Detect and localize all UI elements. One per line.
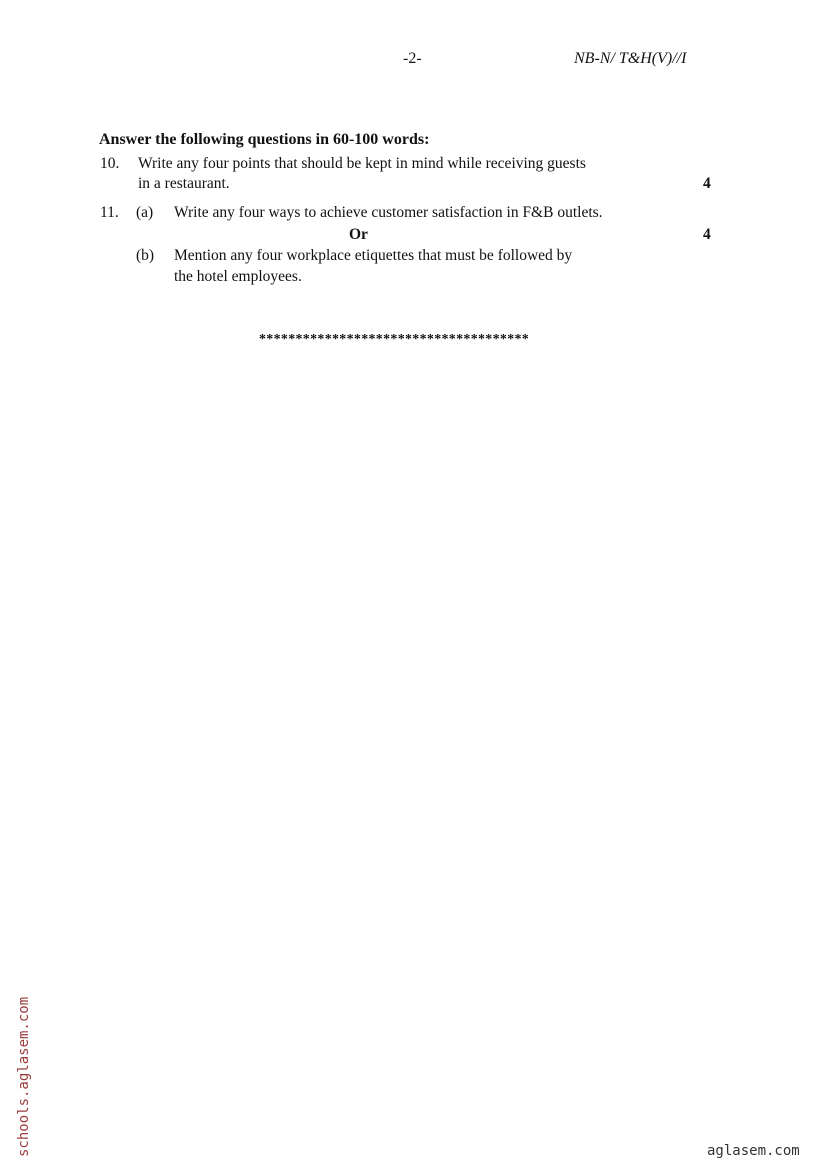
paper-code: NB-N/ T&H(V)//I xyxy=(574,50,687,67)
section-heading: Answer the following questions in 60-100 words: xyxy=(99,131,430,148)
end-marker: ************************************* xyxy=(259,332,530,347)
part-a-label: (a) xyxy=(136,204,154,221)
question-number: 10. xyxy=(100,155,120,172)
watermark-vertical: schools.aglasem.com xyxy=(16,996,32,1157)
question-text-line: in a restaurant. xyxy=(138,175,230,192)
question-number: 11. xyxy=(100,204,119,221)
watermark-bottom-right: aglasem.com xyxy=(707,1143,800,1159)
question-marks: 4 xyxy=(703,175,711,192)
part-a-text: Write any four ways to achieve customer satisfaction in F&B outlets. xyxy=(174,204,603,221)
or-label: Or xyxy=(349,226,368,243)
page-number: -2- xyxy=(403,50,422,67)
part-b-text-line: Mention any four workplace etiquettes that must be followed by xyxy=(174,247,573,264)
part-b-text-line: the hotel employees. xyxy=(174,268,302,285)
question-text-line: Write any four points that should be kept in mind while receiving guests xyxy=(138,155,586,172)
question-marks: 4 xyxy=(703,226,711,243)
part-b-label: (b) xyxy=(136,247,155,264)
